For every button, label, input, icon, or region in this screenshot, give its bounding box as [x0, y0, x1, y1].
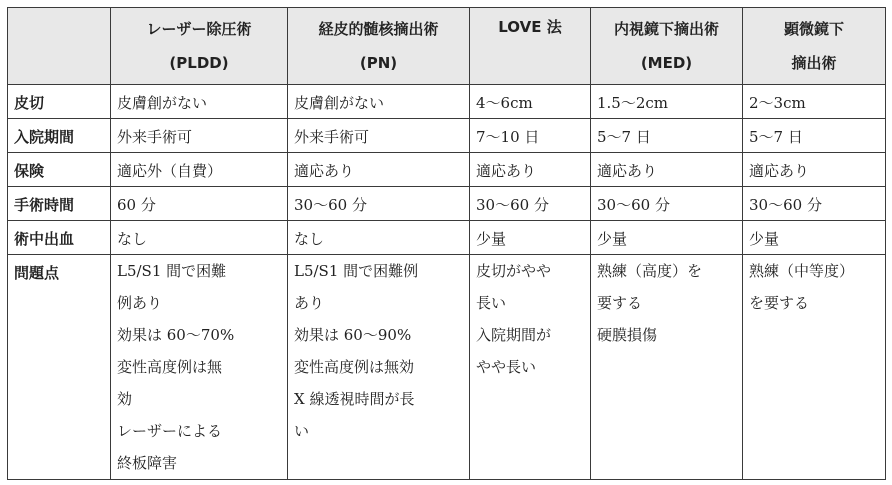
- cell-line: を要する: [749, 294, 810, 312]
- column-header-pn: [288, 8, 470, 85]
- cell-line: 入院期間が: [476, 326, 552, 344]
- column-header-med: [591, 8, 743, 85]
- row-label: 問題点: [8, 255, 111, 480]
- table-cell: 60 分: [111, 187, 288, 221]
- cell-line: やや長い: [476, 358, 537, 376]
- table-cell: 外来手術可: [288, 119, 470, 153]
- table-cell: 7〜10 日: [470, 119, 591, 153]
- row-label: 術中出血: [8, 221, 111, 255]
- cell-line: 変性高度例は無: [117, 358, 223, 376]
- cell-line: レーザーによる: [117, 422, 223, 440]
- cell-line: 皮切がやや: [476, 262, 552, 280]
- row-label: 手術時間: [8, 187, 111, 221]
- table-cell: 30〜60 分: [470, 187, 591, 221]
- table-cell: 1.5〜2cm: [591, 85, 743, 119]
- table-row: [8, 153, 886, 187]
- cell-line: 長い: [476, 294, 507, 312]
- table-cell: 少量: [470, 221, 591, 255]
- column-header-line1: 顕微鏡下: [783, 20, 844, 38]
- row-label: 入院期間: [8, 119, 111, 153]
- table-cell: 2〜3cm: [743, 85, 886, 119]
- cell-line: 熟練（高度）を: [597, 262, 703, 280]
- column-header-line2: (PLDD): [169, 54, 229, 72]
- cell-line: 効: [117, 390, 133, 408]
- cell-line: い: [294, 422, 310, 440]
- table-cell: [111, 255, 288, 480]
- table-cell: なし: [288, 221, 470, 255]
- table-cell: 5〜7 日: [743, 119, 886, 153]
- table-cell: 適応あり: [591, 153, 743, 187]
- table-row: [8, 119, 886, 153]
- column-header-microscope: [743, 8, 886, 85]
- cell-line: 効果は 60〜70%: [117, 326, 235, 344]
- table-cell: 適応あり: [288, 153, 470, 187]
- table-cell: 適応あり: [743, 153, 886, 187]
- column-header-love: [470, 8, 591, 85]
- table-cell: 皮膚創がない: [111, 85, 288, 119]
- cell-line: 変性高度例は無効: [294, 358, 415, 376]
- table-cell: [591, 255, 743, 480]
- column-header-line1: 内視鏡下摘出術: [613, 20, 719, 38]
- cell-line: 要する: [597, 294, 643, 312]
- cell-line: 熟練（中等度）: [749, 262, 855, 280]
- table-cell: 少量: [591, 221, 743, 255]
- table-cell: 皮膚創がない: [288, 85, 470, 119]
- column-header-line1: 経皮的髄核摘出術: [318, 20, 439, 38]
- cell-line: 効果は 60〜90%: [294, 326, 412, 344]
- column-header-pldd: [111, 8, 288, 85]
- cell-line: 硬膜損傷: [597, 326, 658, 344]
- table-row: [8, 221, 886, 255]
- table-cell: 外来手術可: [111, 119, 288, 153]
- table-cell: [288, 255, 470, 480]
- row-label: 皮切: [8, 85, 111, 119]
- table-row: [8, 85, 886, 119]
- column-header-line1: レーザー除圧術: [146, 20, 252, 38]
- table-cell: 30〜60 分: [591, 187, 743, 221]
- column-header-line2: (MED): [640, 54, 693, 72]
- table-cell: 少量: [743, 221, 886, 255]
- cell-line: L5/S1 間で困難: [117, 262, 227, 280]
- cell-line: 例あり: [117, 294, 163, 312]
- column-header-line1: LOVE 法: [498, 18, 562, 36]
- cell-line: あり: [294, 294, 325, 312]
- header-row: [8, 8, 886, 85]
- header-corner-cell: [8, 8, 111, 85]
- table-cell: 5〜7 日: [591, 119, 743, 153]
- cell-line: X 線透視時間が長: [294, 390, 415, 408]
- table-cell: 適応あり: [470, 153, 591, 187]
- table-cell: 30〜60 分: [743, 187, 886, 221]
- row-label: 保険: [8, 153, 111, 187]
- cell-line: L5/S1 間で困難例: [294, 262, 419, 280]
- problems-row: [8, 255, 886, 480]
- table-cell: 4〜6cm: [470, 85, 591, 119]
- table-row: [8, 187, 886, 221]
- comparison-table: [7, 7, 886, 480]
- table-cell: [743, 255, 886, 480]
- table-cell: 30〜60 分: [288, 187, 470, 221]
- column-header-line2: 摘出術: [791, 54, 837, 72]
- table-cell: なし: [111, 221, 288, 255]
- table-cell: [470, 255, 591, 480]
- cell-line: 終板障害: [117, 454, 178, 472]
- table-cell: 適応外（自費）: [111, 153, 288, 187]
- column-header-line2: (PN): [359, 54, 398, 72]
